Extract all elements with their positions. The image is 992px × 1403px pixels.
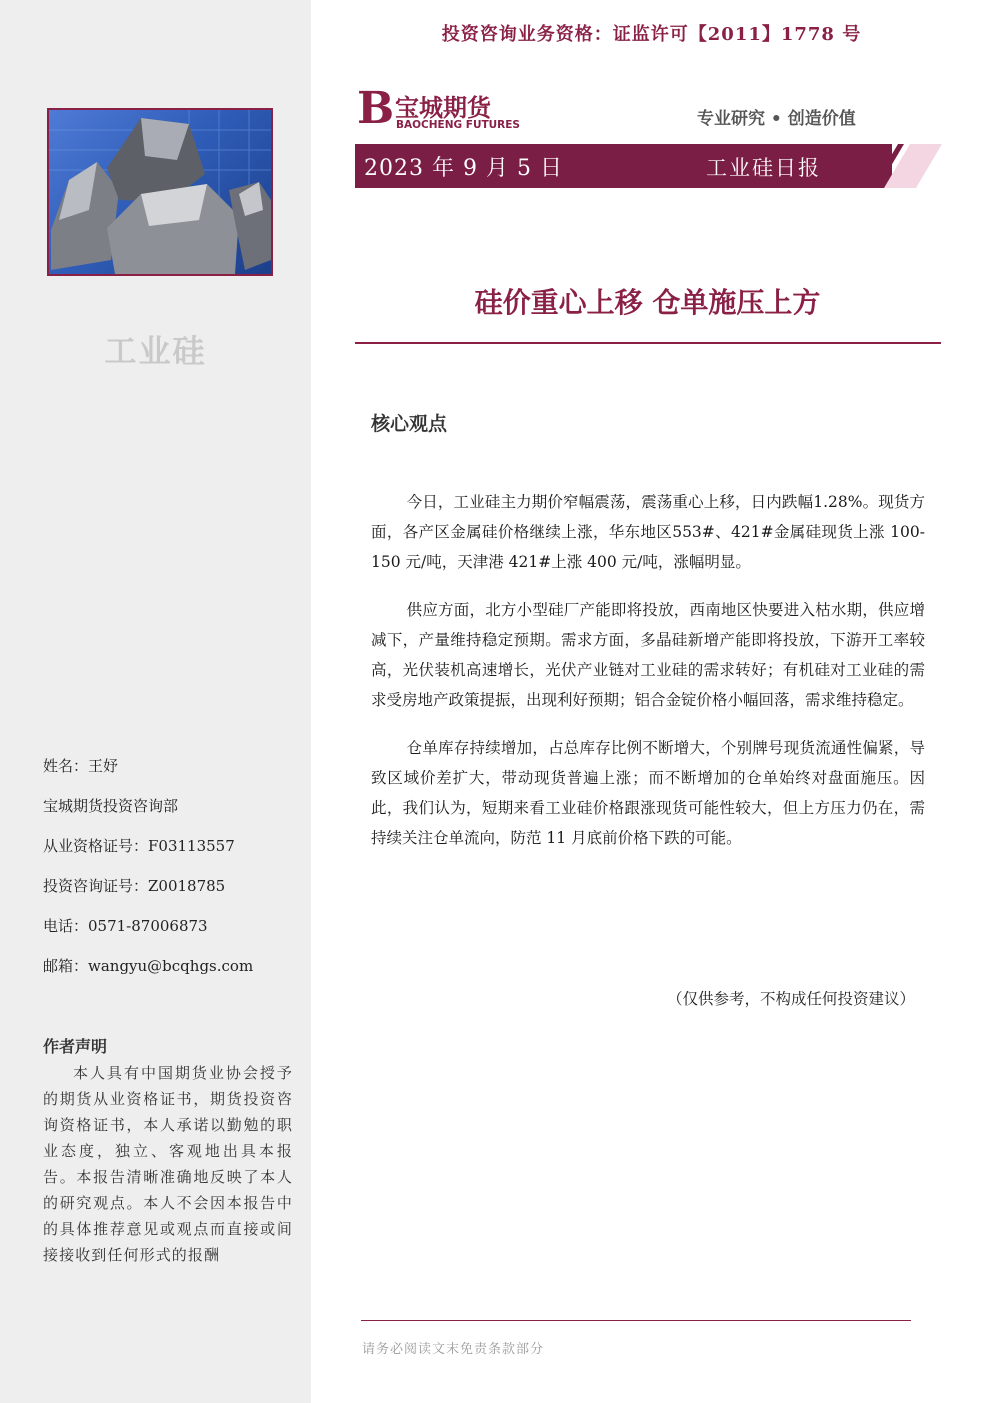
analyst-name: 姓名：王妤 [43,757,119,775]
logo-chinese-name: 宝城期货 [395,93,491,122]
headline-divider [355,342,941,344]
report-name: 工业硅日报 [706,156,821,180]
paragraph-supply-demand: 供应方面，北方小型硅厂产能即将投放，西南地区快要进入枯水期，供应增减下，产量维持稳定预期。需求方面，多晶硅新增产能即将投放，下游开工率较高，光伏装机高速增长，光伏产业链对工业硅的需求转好；有机硅对工业硅的需求受房地产政策提振，出现利好预期；铝合金锭价格小幅回落，需求维持稳定。 [371,601,925,709]
analyst-phone: 电话：0571-87006873 [43,917,208,935]
paragraph-inventory: 仓单库存持续增加，占总库存比例不断增大，个别牌号现货流通性偏紧，导致区域价差扩大，带动现货普遍上涨；而不断增加的仓单始终对盘面施压。因此，我们认为，短期来看工业硅价格跟涨现货可能性较大，但上方压力仍在，需持续关注仓单流向，防范 11 月底前价格下跌的可能。 [371,739,925,847]
footer-notice: 请务必阅读文末免责条款部分 [362,1342,545,1357]
logo-b-icon: B [357,83,395,134]
footer-divider [361,1320,911,1321]
declaration-text: 本人具有中国期货业协会授予的期货从业资格证书，期货投资咨询资格证书，本人承诺以勤勉的职业态度，独立、客观地出具本报告。本报告清晰准确地反映了本人的研究观点。本人不会因本报告中的具体推荐意见或观点而直接或间接接收到任何形式的报酬 [43,1064,293,1264]
qualification-number: 从业资格证号：F03113557 [43,837,235,855]
silicon-rock-photo [47,108,273,276]
headline: 硅价重心上移 仓单施压上方 [474,286,821,319]
declaration-title: 作者声明 [43,1037,108,1056]
company-logo [357,83,527,134]
banner-stripes-icon [858,144,942,188]
analyst-contact [43,755,293,995]
sidebar-title: 工业硅 [104,332,207,370]
disclaimer: （仅供参考，不构成任何投资建议） [666,990,915,1008]
company-slogan: 专业研究 • 创造价值 [697,109,856,129]
section-title: 核心观点 [371,413,448,435]
report-date: 2023 年 9 月 5 日 [364,156,563,181]
analyst-email: 邮箱：wangyu@bcqhgs.com [43,957,254,975]
consulting-number: 投资咨询证号：Z0018785 [43,877,226,895]
logo-english-name: BAOCHENG FUTURES [396,119,520,131]
core-viewpoints [371,487,925,871]
analyst-department: 宝城期货投资咨询部 [43,797,179,815]
rock-illustration [49,110,271,274]
license-line: 投资咨询业务资格：证监许可【2011】1778 号 [441,24,862,45]
paragraph-spot: 今日，工业硅主力期价窄幅震荡，震荡重心上移，日内跌幅1.28%。现货方面，各产区金属硅价格继续上涨，华东地区553#、421#金属硅现货上涨 100-150 元/吨，天津港 421#上涨 400 元/吨，涨幅明显。 [371,493,925,571]
